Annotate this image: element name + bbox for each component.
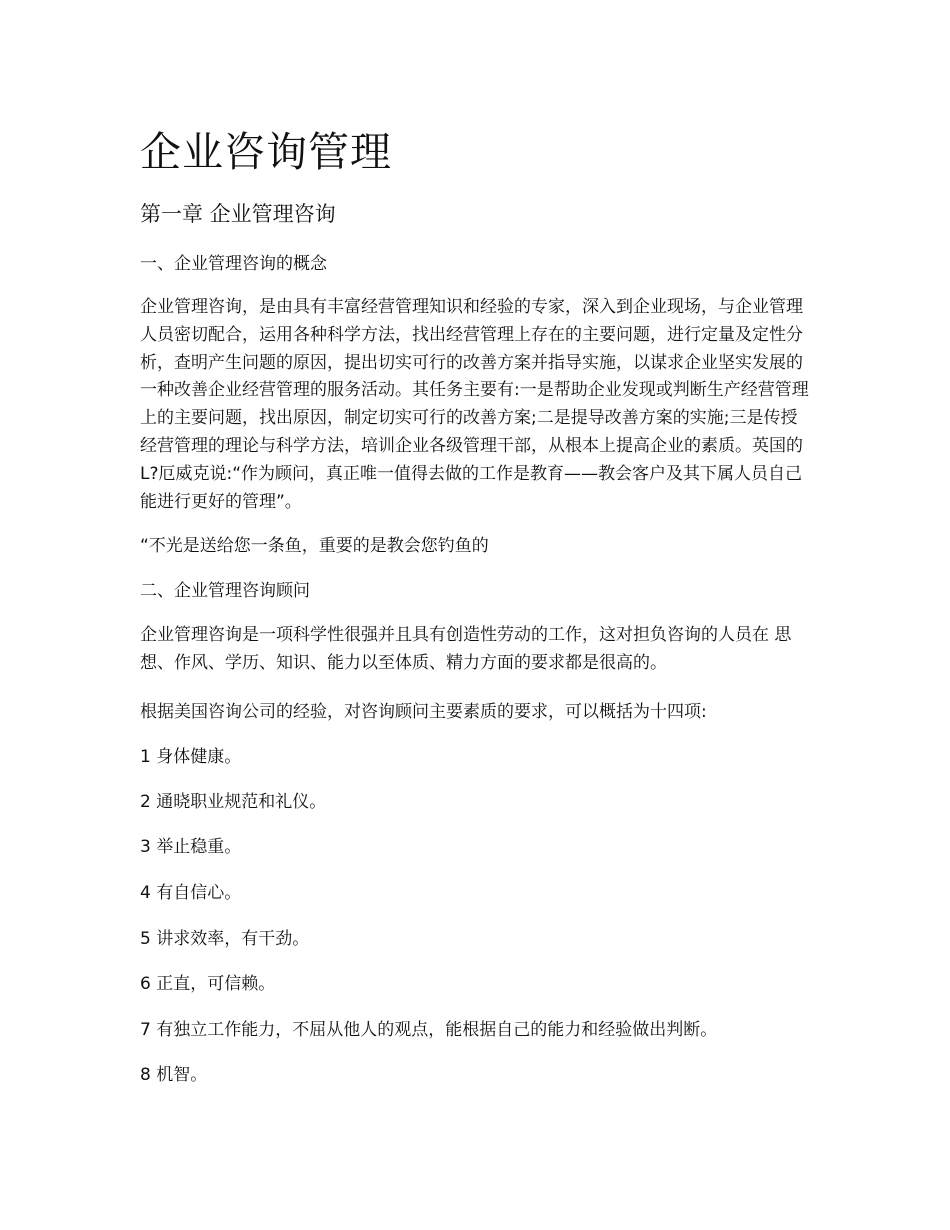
- document-title: 企业咨询管理: [140, 128, 392, 176]
- consultant-paragraph: 企业管理咨询是一项科学性很强并且具有创造性劳动的工作，这对担负咨询的人员在 思想、作风、学历、知识、能力以至体质、精力方面的要求都是很高的。: [140, 625, 792, 673]
- concept-paragraph: 企业管理咨询，是由具有丰富经营管理知识和经验的专家，深入到企业现场，与企业管理人员密切配合，运用各种科学方法，找出经营管理上存在的主要问题，进行定量及定性分析，查明产生问题的原因，提出切实可行的改善方案并指导实施，以谋求企业坚实发展的一种改善企业经营管理的服务活动。其任务主要有:一是帮助企业发现或判断生产经营管理上的主要问题，找出原因，制定切实可行的改善方案;二是提导改善方案的实施;三是传授经营管理的理论与科学方法，培训企业各级管理干部，从根本上提高企业的素质。英国的 L?厄威克说:“作为顾问，真正唯一值得去做的工作是教育——教会客户及其下属人员自己能进行更好的管理”。: [140, 297, 809, 512]
- section-heading-consultant: 二、企业管理咨询顾问: [140, 581, 310, 601]
- list-item: 2 通晓职业规范和礼仪。: [140, 792, 327, 812]
- fishing-quote: “不光是送给您一条鱼，重要的是教会您钓鱼的: [140, 536, 489, 556]
- list-item: 3 举止稳重。: [140, 837, 242, 857]
- list-item: 5 讲求效率，有干劲。: [140, 929, 310, 949]
- requirements-intro: 根据美国咨询公司的经验，对咨询顾问主要素质的要求，可以概括为十四项:: [140, 702, 707, 722]
- list-item: 6 正直，可信赖。: [140, 974, 276, 994]
- list-item: 4 有自信心。: [140, 883, 242, 903]
- section-heading-concept: 一、企业管理咨询的概念: [140, 254, 327, 274]
- chapter-heading: 第一章 企业管理咨询: [140, 202, 336, 226]
- list-item: 8 机智。: [140, 1065, 208, 1085]
- document-page: [140, 0, 812, 1230]
- list-item: 7 有独立工作能力，不屈从他人的观点，能根据自己的能力和经验做出判断。: [140, 1020, 718, 1040]
- list-item: 1 身体健康。: [140, 747, 242, 767]
